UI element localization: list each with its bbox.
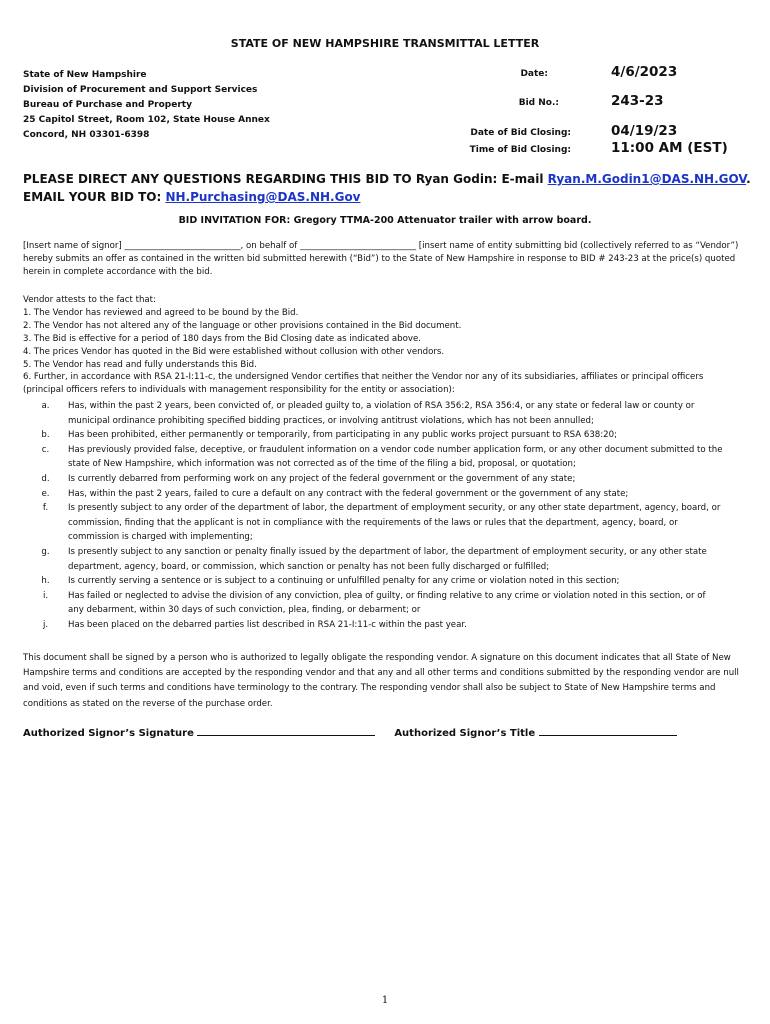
sub-text: Has previously provided false, deceptive, or fraudulent information on a vendor code number application form, or any other document submitted to the state of New Hampshire, which information was not corrected as of the time of the filing a bid, proposal, or quotation;: [68, 444, 723, 470]
bid-no-value: 243-23: [611, 93, 664, 109]
sub-letter: c.: [41, 444, 50, 455]
page-title: STATE OF NEW HAMPSHIRE TRANSMITTAL LETTER: [230, 37, 540, 50]
list-item: 5. The Vendor has read and fully understands this Bid.: [23, 359, 257, 370]
closing-statement: This document shall be signed by a person who is authorized to legally obligate the responding vendor. A signature on this document indicates that all State of New Hampshire terms and conditions are accepted by the responding vendor and that any and all other terms and conditions submitted by the responding vendor are null and void, even if such terms and conditions have terminology to the contrary. The responding vendor shall also be subject to State of New Hampshire terms and conditions as stated on the reverse of the purchase order.: [23, 653, 739, 709]
sub-text: Has failed or neglected to advise the division of any conviction, plea of guilty, or finding relative to any crime or violation noted in this section, or of any debarment, within 30 days of such conviction, plea, finding, or debarment; or: [68, 590, 706, 616]
bid-invitation: BID INVITATION FOR: Gregory TTMA-200 Attenuator trailer with arrow board.: [178, 215, 592, 226]
bid-no-label: Bid No.:: [518, 98, 559, 108]
sub-text: Is currently serving a sentence or is subject to a continuing or unfulfilled penalty for any crime or violation noted in this section;: [68, 576, 620, 587]
sub-text: Has, within the past 2 years, been convicted of, or pleaded guilty to, a violation of RSA 356:2, RSA 356:4, or any state or federal law or county or municipal ordinance prohibiting specified bidding practices, or involving antitrust violations, which has not been annulled;: [68, 401, 695, 426]
title-label: Authorized Signor’s Title: [394, 728, 536, 739]
list-item: 1. The Vendor has reviewed and agreed to be bound by the Bid.: [23, 307, 299, 318]
address-line: Concord, NH 03301-6398: [23, 130, 150, 140]
sub-letter: g.: [41, 546, 50, 557]
closing-time-value: 11:00 AM (EST): [611, 140, 728, 156]
sub-item: [23, 501, 741, 545]
closing-time-label: Time of Bid Closing:: [469, 145, 571, 155]
sub-item: [23, 589, 741, 618]
date-value: 4/6/2023: [611, 64, 678, 80]
closing-date-label: Date of Bid Closing:: [470, 128, 571, 138]
list-item: 2. The Vendor has not altered any of the language or other provisions contained in the Bid document.: [23, 320, 462, 331]
signature-row: [23, 725, 677, 739]
sub-letter: j.: [42, 619, 49, 630]
signature-label: Authorized Signor’s Signature: [23, 728, 194, 739]
agency-address: [23, 68, 270, 143]
sub-item: [23, 428, 741, 443]
sub-item: [23, 574, 741, 589]
attests-list: [23, 294, 741, 397]
sub-letter: d.: [41, 473, 50, 484]
questions-block: [23, 170, 751, 206]
attests-heading: Vendor attests to the fact that:: [23, 295, 156, 305]
questions-text: PLEASE DIRECT ANY QUESTIONS REGARDING THIS BID TO Ryan Godin: E-mail: [23, 172, 548, 186]
title-line[interactable]: [539, 725, 677, 736]
intro-paragraph: [Insert name of signor] ___________________________, on behalf of ___________________________ [insert name of entity submitting bid (collectively referred to as “Vendor”) hereby submits an offer as contained in the written bid submitted herewith (“Bid”) to the State of New Hampshire in response to BID # 243-23 at the price(s) quoted herein in complete accordance with the bid.: [23, 241, 739, 277]
page-number: 1: [381, 995, 389, 1006]
sub-item: [23, 399, 741, 428]
sub-item: [23, 443, 741, 472]
sub-text: Is presently subject to any sanction or penalty finally issued by the department of labor, the department of employment security, or any other state department, agency, board, or commission, which sanction or penalty has not been fully discharged or fulfilled;: [68, 546, 707, 572]
list-item: 4. The prices Vendor has quoted in the Bid were established without collusion with other vendors.: [23, 346, 445, 357]
sub-text: Has been placed on the debarred parties list described in RSA 21-I:11-c within the past year.: [68, 619, 467, 630]
sub-letter: b.: [41, 430, 50, 441]
signature-line[interactable]: [197, 725, 375, 736]
sub-letter: e.: [41, 488, 50, 499]
contact-email-link[interactable]: Ryan.M.Godin1@DAS.NH.GOV: [547, 172, 747, 186]
sub-text: Is currently debarred from performing work on any project of the federal government or the government of any state;: [68, 473, 576, 484]
sub-list: [23, 399, 741, 633]
questions-suffix: .: [746, 172, 751, 186]
sub-text: Has, within the past 2 years, failed to cure a default on any contract with the federal government or the government of any state;: [68, 488, 629, 499]
sub-item: [23, 618, 741, 633]
submit-text: EMAIL YOUR BID TO:: [23, 190, 166, 204]
closing-date-value: 04/19/23: [611, 123, 678, 139]
address-line: Division of Procurement and Support Services: [23, 85, 258, 95]
sub-text: Is presently subject to any order of the department of labor, the department of employment security, or any other state department, agency, board, or commission, finding that the applicant is not in compliance with the requirements of the laws or rules that the department, agency, board, or commission is charged with implementing;: [68, 503, 721, 543]
sub-letter: f.: [42, 503, 49, 514]
address-line: Bureau of Purchase and Property: [23, 100, 192, 110]
sub-item: [23, 472, 741, 487]
list-item: 6. Further, in accordance with RSA 21-I:11-c, the undersigned Vendor certifies that neither the Vendor nor any of its subsidiaries, affiliates or principal officers (principal officers refers to individuals with management responsibility for the entity or association):: [23, 372, 704, 396]
sub-item: [23, 545, 741, 574]
submit-email-link[interactable]: NH.Purchasing@DAS.NH.Gov: [165, 190, 361, 204]
sub-letter: h.: [41, 576, 50, 587]
sub-letter: a.: [41, 401, 50, 411]
address-line: State of New Hampshire: [23, 70, 147, 80]
sub-text: Has been prohibited, either permanently or temporarily, from participating in any public works project pursuant to RSA 638:20;: [68, 430, 618, 441]
date-label: Date:: [520, 69, 548, 79]
list-item: 3. The Bid is effective for a period of 180 days from the Bid Closing date as indicated above.: [23, 333, 421, 344]
address-line: 25 Capitol Street, Room 102, State House Annex: [23, 115, 270, 125]
sub-letter: i.: [42, 590, 49, 601]
sub-item: [23, 487, 741, 502]
